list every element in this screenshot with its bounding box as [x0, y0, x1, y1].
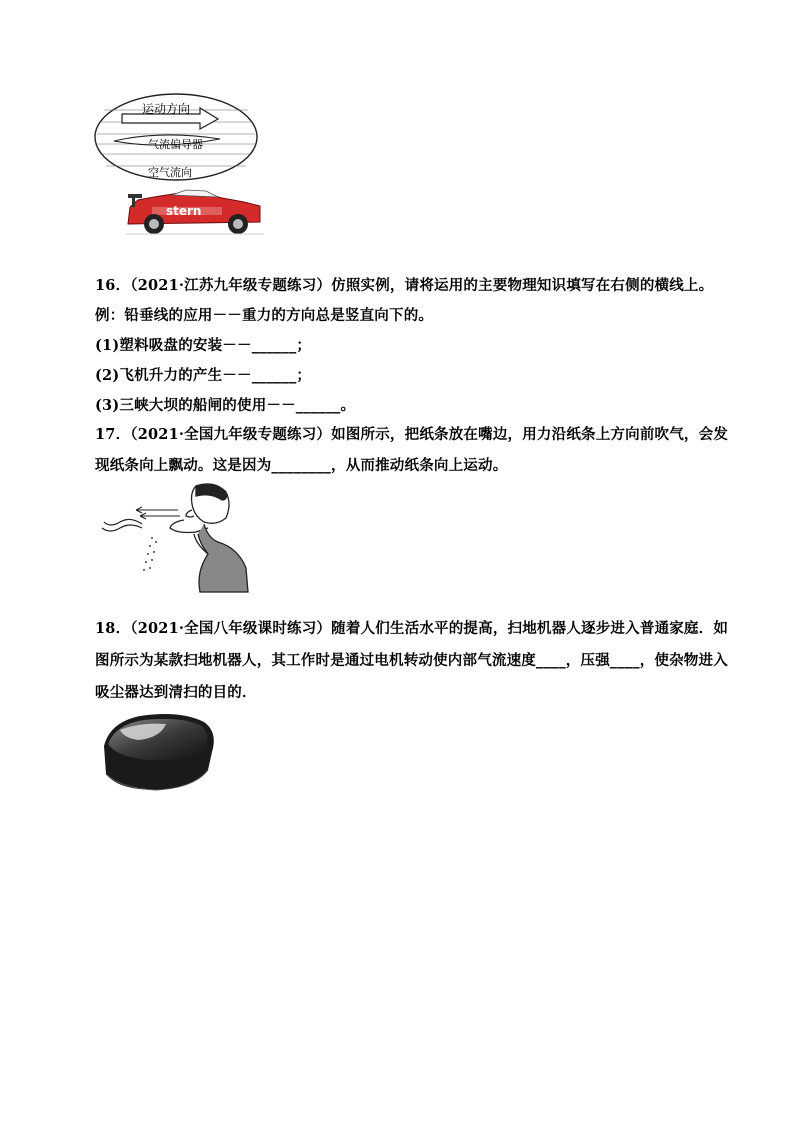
robot-vacuum-image — [104, 714, 214, 790]
race-car-airflow-figure — [92, 92, 317, 247]
boy-image — [170, 484, 248, 592]
q16-question-line: 16．（2021·江苏九年级专题练习）仿照实例，请将运用的主要物理知识填写在右侧的横线上。 — [95, 277, 714, 294]
car-logo-text: stern — [166, 204, 202, 218]
q18-question-line-2: 图所示为某款扫地机器人，其工作时是通过电机转动使内部气流速度____，压强____，使杂物进入 — [95, 652, 728, 669]
q18-question-line-3: 吸尘器达到清扫的目的． — [95, 684, 257, 701]
boy-blowing-paper-figure — [100, 482, 250, 594]
deflector-label: 气流偏导器 — [148, 138, 203, 151]
q16-item-1: (1)塑料吸盘的安装－－______； — [95, 337, 312, 354]
robot-vacuum-figure — [100, 708, 218, 794]
q17-question-line-1: 17．（2021·全国九年级专题练习）如图所示，把纸条放在嘴边，用力沿纸条上方向前吹气，会发 — [95, 426, 729, 443]
falling-dots — [143, 537, 157, 571]
q18-question-line-1: 18．（2021·全国八年级课时练习）随着人们生活水平的提高，扫地机器人逐步进入普通家庭．如 — [95, 620, 729, 637]
paper-strip — [102, 519, 142, 531]
airflow-direction-label: 空气流向 — [148, 166, 192, 179]
blow-arrows — [136, 507, 180, 519]
q16-example-line: 例：铅垂线的应用－－重力的方向总是竖直向下的。 — [95, 307, 434, 324]
q17-question-line-2: 现纸条向上飘动。这是因为________，从而推动纸条向上运动。 — [95, 457, 508, 474]
race-car-image — [126, 190, 264, 234]
q16-item-2: (2)飞机升力的产生－－______； — [95, 367, 312, 384]
motion-direction-label: 运动方向 — [142, 102, 191, 116]
q16-item-3: (3)三峡大坝的船闸的使用－－______。 — [95, 397, 356, 414]
